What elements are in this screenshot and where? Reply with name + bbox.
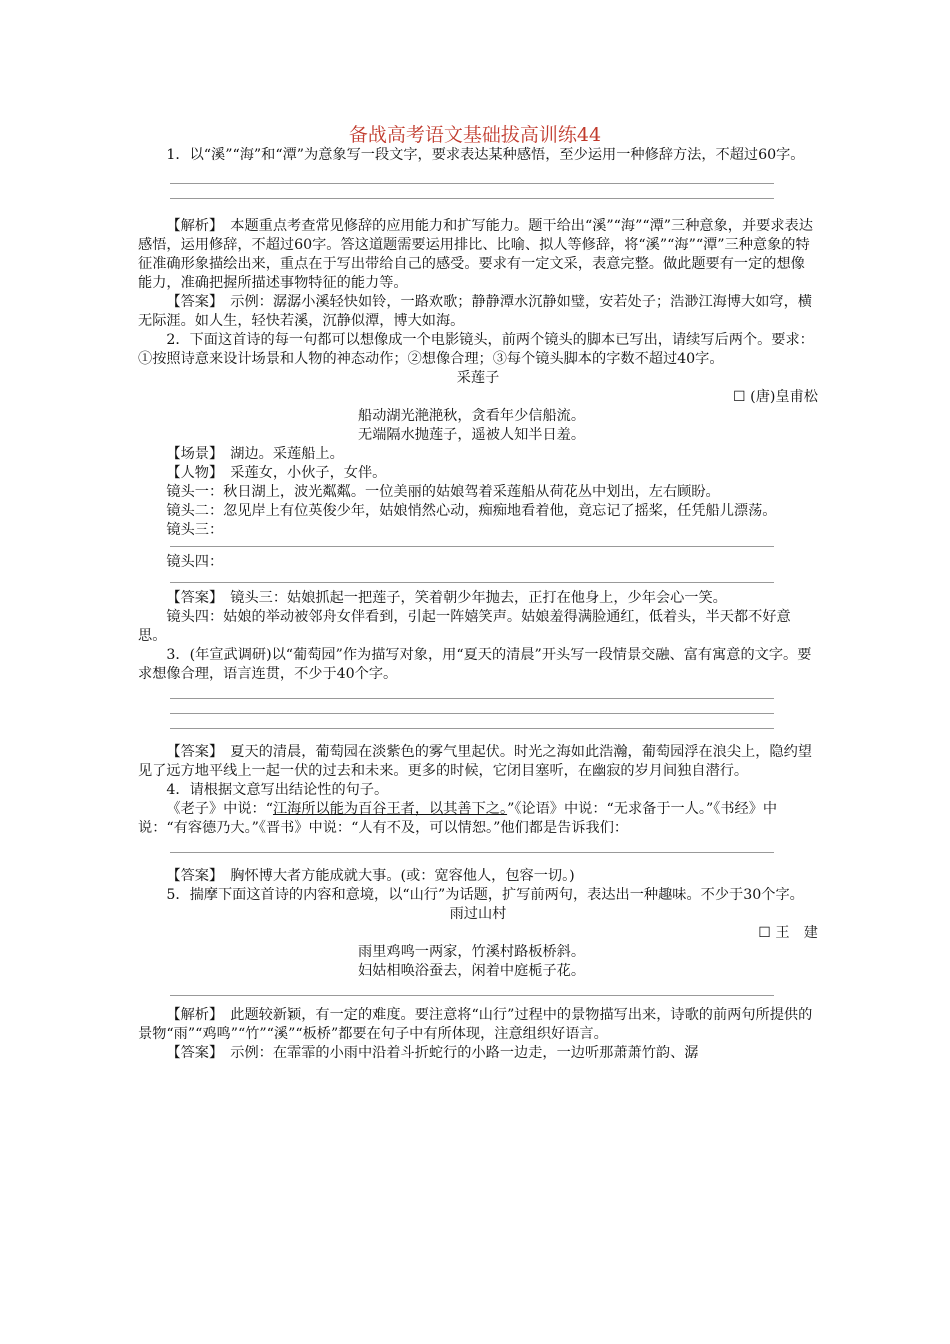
shot-3-label: 镜头三：: [166, 522, 224, 538]
poem-author: ☐ (唐)皇甫松: [732, 389, 818, 405]
question-3: 3．(年宣武调研)以“葡萄园”作为描写对象，用“夏天的清晨”开头写一段情景交融、富有寓意的文字。要求想像合理，语言连贯，不少于40个字。: [138, 647, 812, 682]
answer-label: 【答案】: [166, 868, 217, 884]
question-2: 2．下面这首诗的每一句都可以想像成一个电影镜头，前两个镜头的脚本已写出，请续写后两个。要求：①按照诗意来设计场景和人物的神态动作；②想像合理；③每个镜头脚本的字数不超过40字。: [138, 332, 814, 367]
poem-line: 船动湖光滟滟秋，贪看年少信船流。: [358, 408, 586, 424]
underlined-quote: 江海所以能为百谷王者，以其善下之。: [272, 801, 508, 817]
answer-label: 【答案】: [166, 590, 217, 606]
q2-answer-3: 【答案】 镜头三：姑娘抓起一把莲子，笑着朝少年抛去，正打在他身上，少年会心一笑。: [166, 590, 727, 606]
poem-author: ☐ 王 建: [758, 925, 818, 941]
shot-4-label: 镜头四：: [166, 554, 224, 570]
answer-label: 【答案】: [166, 744, 217, 760]
q1-analysis: 【解析】 本题重点考查常见修辞的应用能力和扩写能力。题干给出“溪”“海”“潭”三种意象，并要求表达感悟，运用修辞，不超过60字。答这道题需要运用排比、比喻、拟人等修辞，将“溪”“海”“潭”三种意象的特征准确形象描绘出来，重点在于写出带给自己的感受。要求有一定文采，表意完整。做此题要有一定的想像能力，准确把握所描述事物特征的能力等。: [138, 218, 813, 291]
answer-label: 【答案】: [166, 1045, 217, 1061]
q3-answer: 【答案】 夏天的清晨，葡萄园在淡紫色的雾气里起伏。时光之海如此浩瀚，葡萄园浮在浪尖上，隐约望见了远方地平线上一起一伏的过去和未来。更多的时候，它闭目塞听，在幽寂的岁月间独自潜行。: [138, 744, 812, 779]
answer-label: 【答案】: [166, 294, 217, 310]
analysis-label: 【解析】: [166, 218, 217, 234]
poem-line: 雨里鸡鸣一两家，竹溪村路板桥斜。: [358, 944, 586, 960]
q4-quote: 《老子》中说：“江海所以能为百谷王者，以其善下之。”《论语》中说：“无求备于一人。”《书经》中说：“有容德乃大。”《晋书》中说：“人有不及，可以情恕。”他们都是告诉我们：: [138, 801, 778, 836]
shot-2: 镜头二：忽见岸上有位英俊少年，姑娘悄然心动，痴痴地看着他，竟忘记了摇桨，任凭船儿漂荡。: [166, 503, 777, 519]
poem-title: 采莲子: [456, 370, 500, 386]
page-title: 备战高考语文基础拔高训练44: [348, 124, 602, 146]
q5-answer: 【答案】 示例：在霏霏的小雨中沿着斗折蛇行的小路一边走，一边听那萧萧竹韵、潺: [166, 1045, 699, 1061]
poem-line: 无端隔水抛莲子，遥被人知半日羞。: [358, 427, 586, 443]
shot-1: 镜头一：秋日湖上，波光粼粼。一位美丽的姑娘驾着采莲船从荷花丛中划出，左右顾盼。: [166, 484, 720, 500]
people: 【人物】 采莲女，小伙子，女伴。: [166, 465, 387, 481]
q4-answer: 【答案】 胸怀博大者方能成就大事。(或：宽容他人，包容一切。): [166, 868, 575, 884]
question-5: 5．揣摩下面这首诗的内容和意境，以“山行”为话题，扩写前两句，表达出一种趣味。不少于30个字。: [166, 887, 804, 903]
question-1: 1．以“溪”“海”和“潭”为意象写一段文字，要求表达某种感悟，至少运用一种修辞方法，不超过60字。: [166, 147, 805, 163]
document-body: [138, 146, 818, 1063]
poem-line: 妇姑相唤浴蚕去，闲着中庭栀子花。: [358, 963, 586, 979]
analysis-label: 【解析】: [166, 1007, 217, 1023]
scene: 【场景】 湖边。采莲船上。: [166, 446, 344, 462]
poem-title: 雨过山村: [449, 906, 507, 922]
q2-answer-4: 镜头四：姑娘的举动被邻舟女伴看到，引起一阵嬉笑声。姑娘羞得满脸通红，低着头，半天都不好意思。: [138, 609, 791, 644]
q5-analysis: 【解析】 此题较新颖，有一定的难度。要注意将“山行”过程中的景物描写出来，诗歌的前两句所提供的景物“雨”“鸡鸣”“竹”“溪”“板桥”都要在句子中有所体现，注意组织好语言。: [138, 1007, 813, 1042]
question-4: 4．请根据文意写出结论性的句子。: [166, 782, 389, 798]
q1-answer: 【答案】 示例：潺潺小溪轻快如铃，一路欢歌；静静潭水沉静如璧，安若处子；浩渺江海博大如穹，横无际涯。如人生，轻快若溪，沉静似潭，博大如海。: [138, 294, 812, 329]
